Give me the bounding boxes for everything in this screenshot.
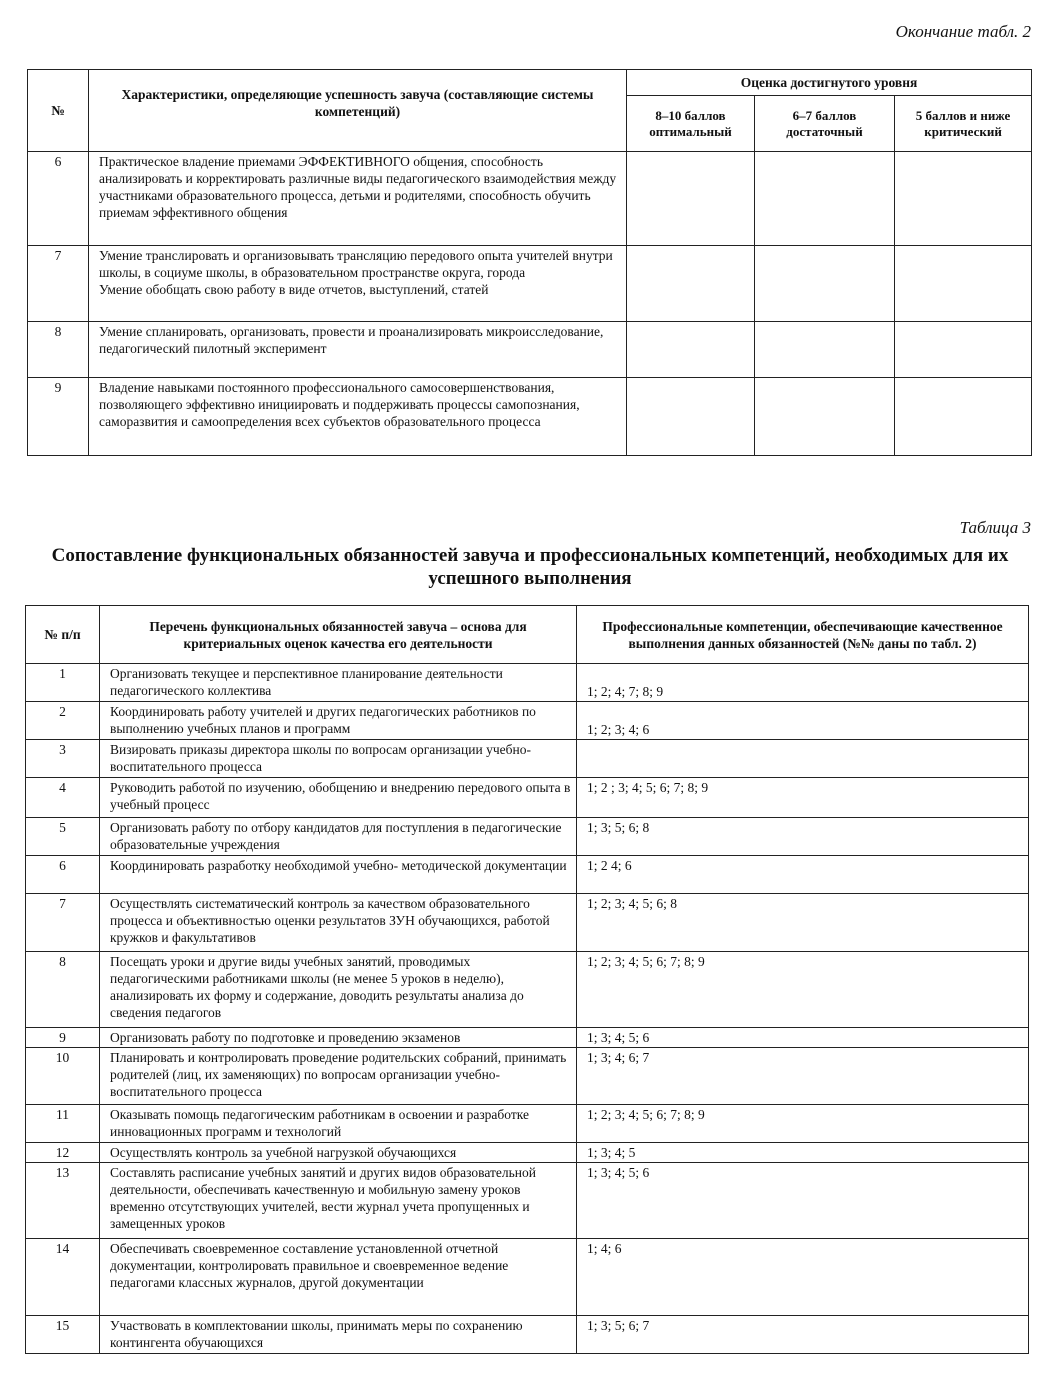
table3-header-num: № п/п xyxy=(26,606,100,664)
row-num: 15 xyxy=(26,1316,100,1354)
table3-header-competencies: Профессиональные компетенции, обеспечивающие качественное выполнения данных обязанностей (№№ даны по табл. 2) xyxy=(577,606,1029,664)
table-row xyxy=(28,246,1032,322)
row-competencies: 1; 2 4; 6 xyxy=(577,856,1029,894)
row-competencies: 1; 3; 4; 6; 7 xyxy=(577,1048,1029,1105)
table2-header-level-optimal: 8–10 баллов оптимальный xyxy=(627,96,755,152)
table-row xyxy=(26,1143,1029,1163)
score-cell xyxy=(627,322,755,378)
table-row xyxy=(26,894,1029,952)
table2-header-num: № xyxy=(28,70,89,152)
row-duty: Организовать работу по подготовке и проведению экзаменов xyxy=(100,1028,577,1048)
row-num: 3 xyxy=(26,740,100,778)
continuation-caption: Окончание табл. 2 xyxy=(895,22,1031,41)
row-competencies: 1; 4; 6 xyxy=(577,1239,1029,1316)
row-competencies: 1; 2; 3; 4; 6 xyxy=(577,702,1029,740)
row-competencies: 1; 3; 4; 5; 6 xyxy=(577,1028,1029,1048)
table-3-caption: Таблица 3 xyxy=(959,518,1031,537)
table-row xyxy=(28,322,1032,378)
row-text-cell xyxy=(89,246,627,322)
table2-header-assessment: Оценка достигнутого уровня xyxy=(627,70,1032,96)
score-cell xyxy=(755,246,895,322)
row-num: 1 xyxy=(26,664,100,702)
table-row xyxy=(26,1239,1029,1316)
row-num: 13 xyxy=(26,1163,100,1239)
row-duty: Координировать работу учителей и других педагогических работников по выполнению учебных планов и программ xyxy=(100,702,577,740)
score-cell xyxy=(895,152,1032,246)
row-duty: Обеспечивать своевременное составление установленной отчетной документации, контролировать правильное и своевременное ведение педагогами классных журналов, другой документации xyxy=(100,1239,577,1316)
row-num: 11 xyxy=(26,1105,100,1143)
table-row xyxy=(26,1105,1029,1143)
row-num: 6 xyxy=(26,856,100,894)
row-duty: Осуществлять систематический контроль за качеством образовательного процесса и объективностью оценки результатов ЗУН обучающихся, работой кружков и факультативов xyxy=(100,894,577,952)
table-row xyxy=(26,702,1029,740)
score-cell xyxy=(895,246,1032,322)
table-3-title: Сопоставление функциональных обязанностей завуча и профессиональных компетенций, необходимых для их успешного выполнения xyxy=(51,545,1009,589)
score-cell xyxy=(627,246,755,322)
row-competencies: 1; 3; 4; 5; 6 xyxy=(577,1163,1029,1239)
row-duty: Руководить работой по изучению, обобщению и внедрению передового опыта в учебный процесс xyxy=(100,778,577,818)
row-num: 7 xyxy=(28,246,89,322)
row-competencies xyxy=(577,740,1029,778)
table2-header-characteristics: Характеристики, определяющие успешность завуча (составляющие системы компетенций) xyxy=(89,70,627,152)
row-text: Умение спланировать, организовать, провести и проанализировать микроисследование, педагогический пилотный эксперимент xyxy=(89,322,627,378)
table3-header-duties: Перечень функциональных обязанностей завуча – основа для критериальных оценок качества его деятельности xyxy=(100,606,577,664)
row-duty: Участвовать в комплектовании школы, принимать меры по сохранению контингента обучающихся xyxy=(100,1316,577,1354)
row-num: 9 xyxy=(28,378,89,456)
row-text: Практическое владение приемами ЭФФЕКТИВНОГО общения, способность анализировать и корректировать различные виды педагогического взаимодействия между участниками образовательного процесса, детьми и родителями, способность обучить приемам эффективного общения xyxy=(89,152,627,246)
row-num: 14 xyxy=(26,1239,100,1316)
row-duty: Составлять расписание учебных занятий и других видов образовательной деятельности, обеспечивать качественную и мобильную замену уроков временно отсутствующих учителей, вести журнал учета пропущенных и замещенных уроков xyxy=(100,1163,577,1239)
table2-header-level-critical: 5 баллов и ниже критический xyxy=(895,96,1032,152)
table-row xyxy=(28,152,1032,246)
row-competencies: 1; 2 ; 3; 4; 5; 6; 7; 8; 9 xyxy=(577,778,1029,818)
table-row xyxy=(26,1028,1029,1048)
score-cell xyxy=(895,378,1032,456)
row-num: 9 xyxy=(26,1028,100,1048)
row-num: 6 xyxy=(28,152,89,246)
row-text-extra: Умение обобщать свою работу в виде отчетов, выступлений, статей xyxy=(99,282,489,297)
score-cell xyxy=(895,322,1032,378)
score-cell xyxy=(755,152,895,246)
score-cell xyxy=(755,378,895,456)
row-competencies: 1; 3; 5; 6; 7 xyxy=(577,1316,1029,1354)
row-duty: Координировать разработку необходимой учебно- методической документации xyxy=(100,856,577,894)
row-duty: Визировать приказы директора школы по вопросам организации учебно-воспитательного процесса xyxy=(100,740,577,778)
table-row xyxy=(26,740,1029,778)
row-duty: Организовать работу по отбору кандидатов для поступления в педагогические образовательные учреждения xyxy=(100,818,577,856)
row-num: 5 xyxy=(26,818,100,856)
row-duty: Осуществлять контроль за учебной нагрузкой обучающихся xyxy=(100,1143,577,1163)
row-num: 7 xyxy=(26,894,100,952)
row-num: 2 xyxy=(26,702,100,740)
table-row xyxy=(26,1163,1029,1239)
row-competencies: 1; 2; 3; 4; 5; 6; 7; 8; 9 xyxy=(577,952,1029,1028)
row-competencies: 1; 3; 4; 5 xyxy=(577,1143,1029,1163)
score-cell xyxy=(627,378,755,456)
score-cell xyxy=(755,322,895,378)
row-competencies: 1; 2; 4; 7; 8; 9 xyxy=(577,664,1029,702)
table-row xyxy=(26,818,1029,856)
table-row xyxy=(26,664,1029,702)
table-row xyxy=(26,1048,1029,1105)
row-duty: Организовать текущее и перспективное планирование деятельности педагогического коллектива xyxy=(100,664,577,702)
table-3 xyxy=(25,605,1029,1354)
row-duty: Оказывать помощь педагогическим работникам в освоении и разработке инновационных программ и технологий xyxy=(100,1105,577,1143)
row-duty: Планировать и контролировать проведение родительских собраний, принимать родителей (лиц, их заменяющих) по вопросам организации учебно-воспитательного процесса xyxy=(100,1048,577,1105)
table-row xyxy=(26,856,1029,894)
table-row xyxy=(26,952,1029,1028)
row-num: 8 xyxy=(26,952,100,1028)
row-competencies: 1; 3; 5; 6; 8 xyxy=(577,818,1029,856)
row-num: 12 xyxy=(26,1143,100,1163)
row-num: 8 xyxy=(28,322,89,378)
score-cell xyxy=(627,152,755,246)
table-row xyxy=(26,1316,1029,1354)
row-competencies: 1; 2; 3; 4; 5; 6; 8 xyxy=(577,894,1029,952)
row-text: Владение навыками постоянного профессионального самосовершенствования, позволяющего эффективно инициировать и поддерживать процессы самопознания, саморазвития и самоопределения всех субъектов образовательного процесса xyxy=(89,378,627,456)
row-duty: Посещать уроки и другие виды учебных занятий, проводимых педагогическими работниками школы (не менее 5 уроков в неделю), анализировать их форму и содержание, доводить результаты анализа до сведения педагогов xyxy=(100,952,577,1028)
row-text: Умение транслировать и организовывать трансляцию передового опыта учителей внутри школы, в социуме школы, в образовательном пространстве округа, города xyxy=(99,248,613,280)
table-2-continuation xyxy=(27,69,1032,456)
row-num: 4 xyxy=(26,778,100,818)
table2-header-level-sufficient: 6–7 баллов достаточный xyxy=(755,96,895,152)
table-row xyxy=(28,378,1032,456)
row-num: 10 xyxy=(26,1048,100,1105)
table-row xyxy=(26,778,1029,818)
row-competencies: 1; 2; 3; 4; 5; 6; 7; 8; 9 xyxy=(577,1105,1029,1143)
